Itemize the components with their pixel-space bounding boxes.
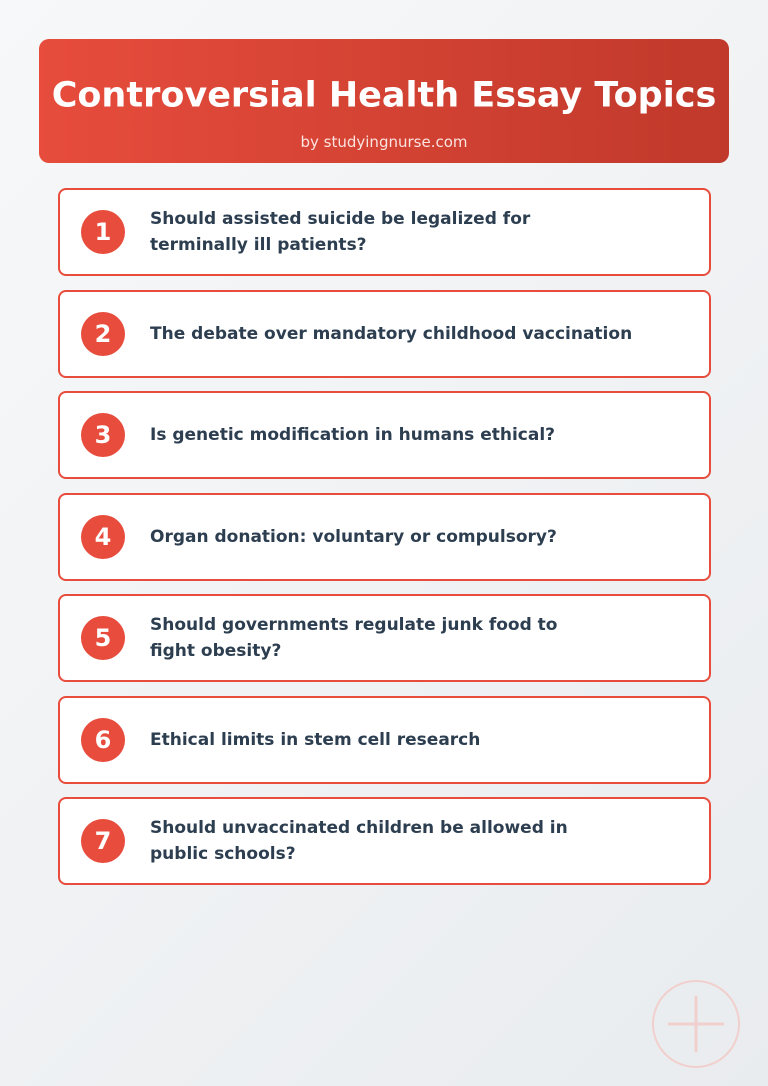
topic-number-badge: 4 <box>81 515 125 559</box>
topic-number-badge: 5 <box>81 616 125 660</box>
medical-cross-icon <box>650 980 742 1072</box>
topic-number-badge: 2 <box>81 312 125 356</box>
topic-text: Should unvaccinated children be allowed in public schools? <box>150 818 568 864</box>
topic-text: The debate over mandatory childhood vaccination <box>150 324 633 344</box>
page-subtitle: by studyingnurse.com <box>300 133 468 151</box>
page-title: Controversial Health Essay Topics <box>51 75 717 116</box>
topic-number-badge: 6 <box>81 718 125 762</box>
topic-card <box>58 797 711 885</box>
topic-card <box>58 188 711 276</box>
topic-card <box>58 391 711 479</box>
topic-text: Ethical limits in stem cell research <box>150 730 481 750</box>
topic-text: Should governments regulate junk food to fight obesity? <box>150 615 558 661</box>
topic-number-badge: 3 <box>81 413 125 457</box>
topic-number-badge: 7 <box>81 819 125 863</box>
topic-number-badge: 1 <box>81 210 125 254</box>
topic-card <box>58 290 711 378</box>
topic-text: Organ donation: voluntary or compulsory? <box>150 527 557 547</box>
topic-card <box>58 696 711 784</box>
topic-card <box>58 594 711 682</box>
header-banner <box>39 39 729 163</box>
topic-text: Is genetic modification in humans ethical? <box>150 425 556 445</box>
topic-card <box>58 493 711 581</box>
topic-text: Should assisted suicide be legalized for terminally ill patients? <box>150 209 531 255</box>
